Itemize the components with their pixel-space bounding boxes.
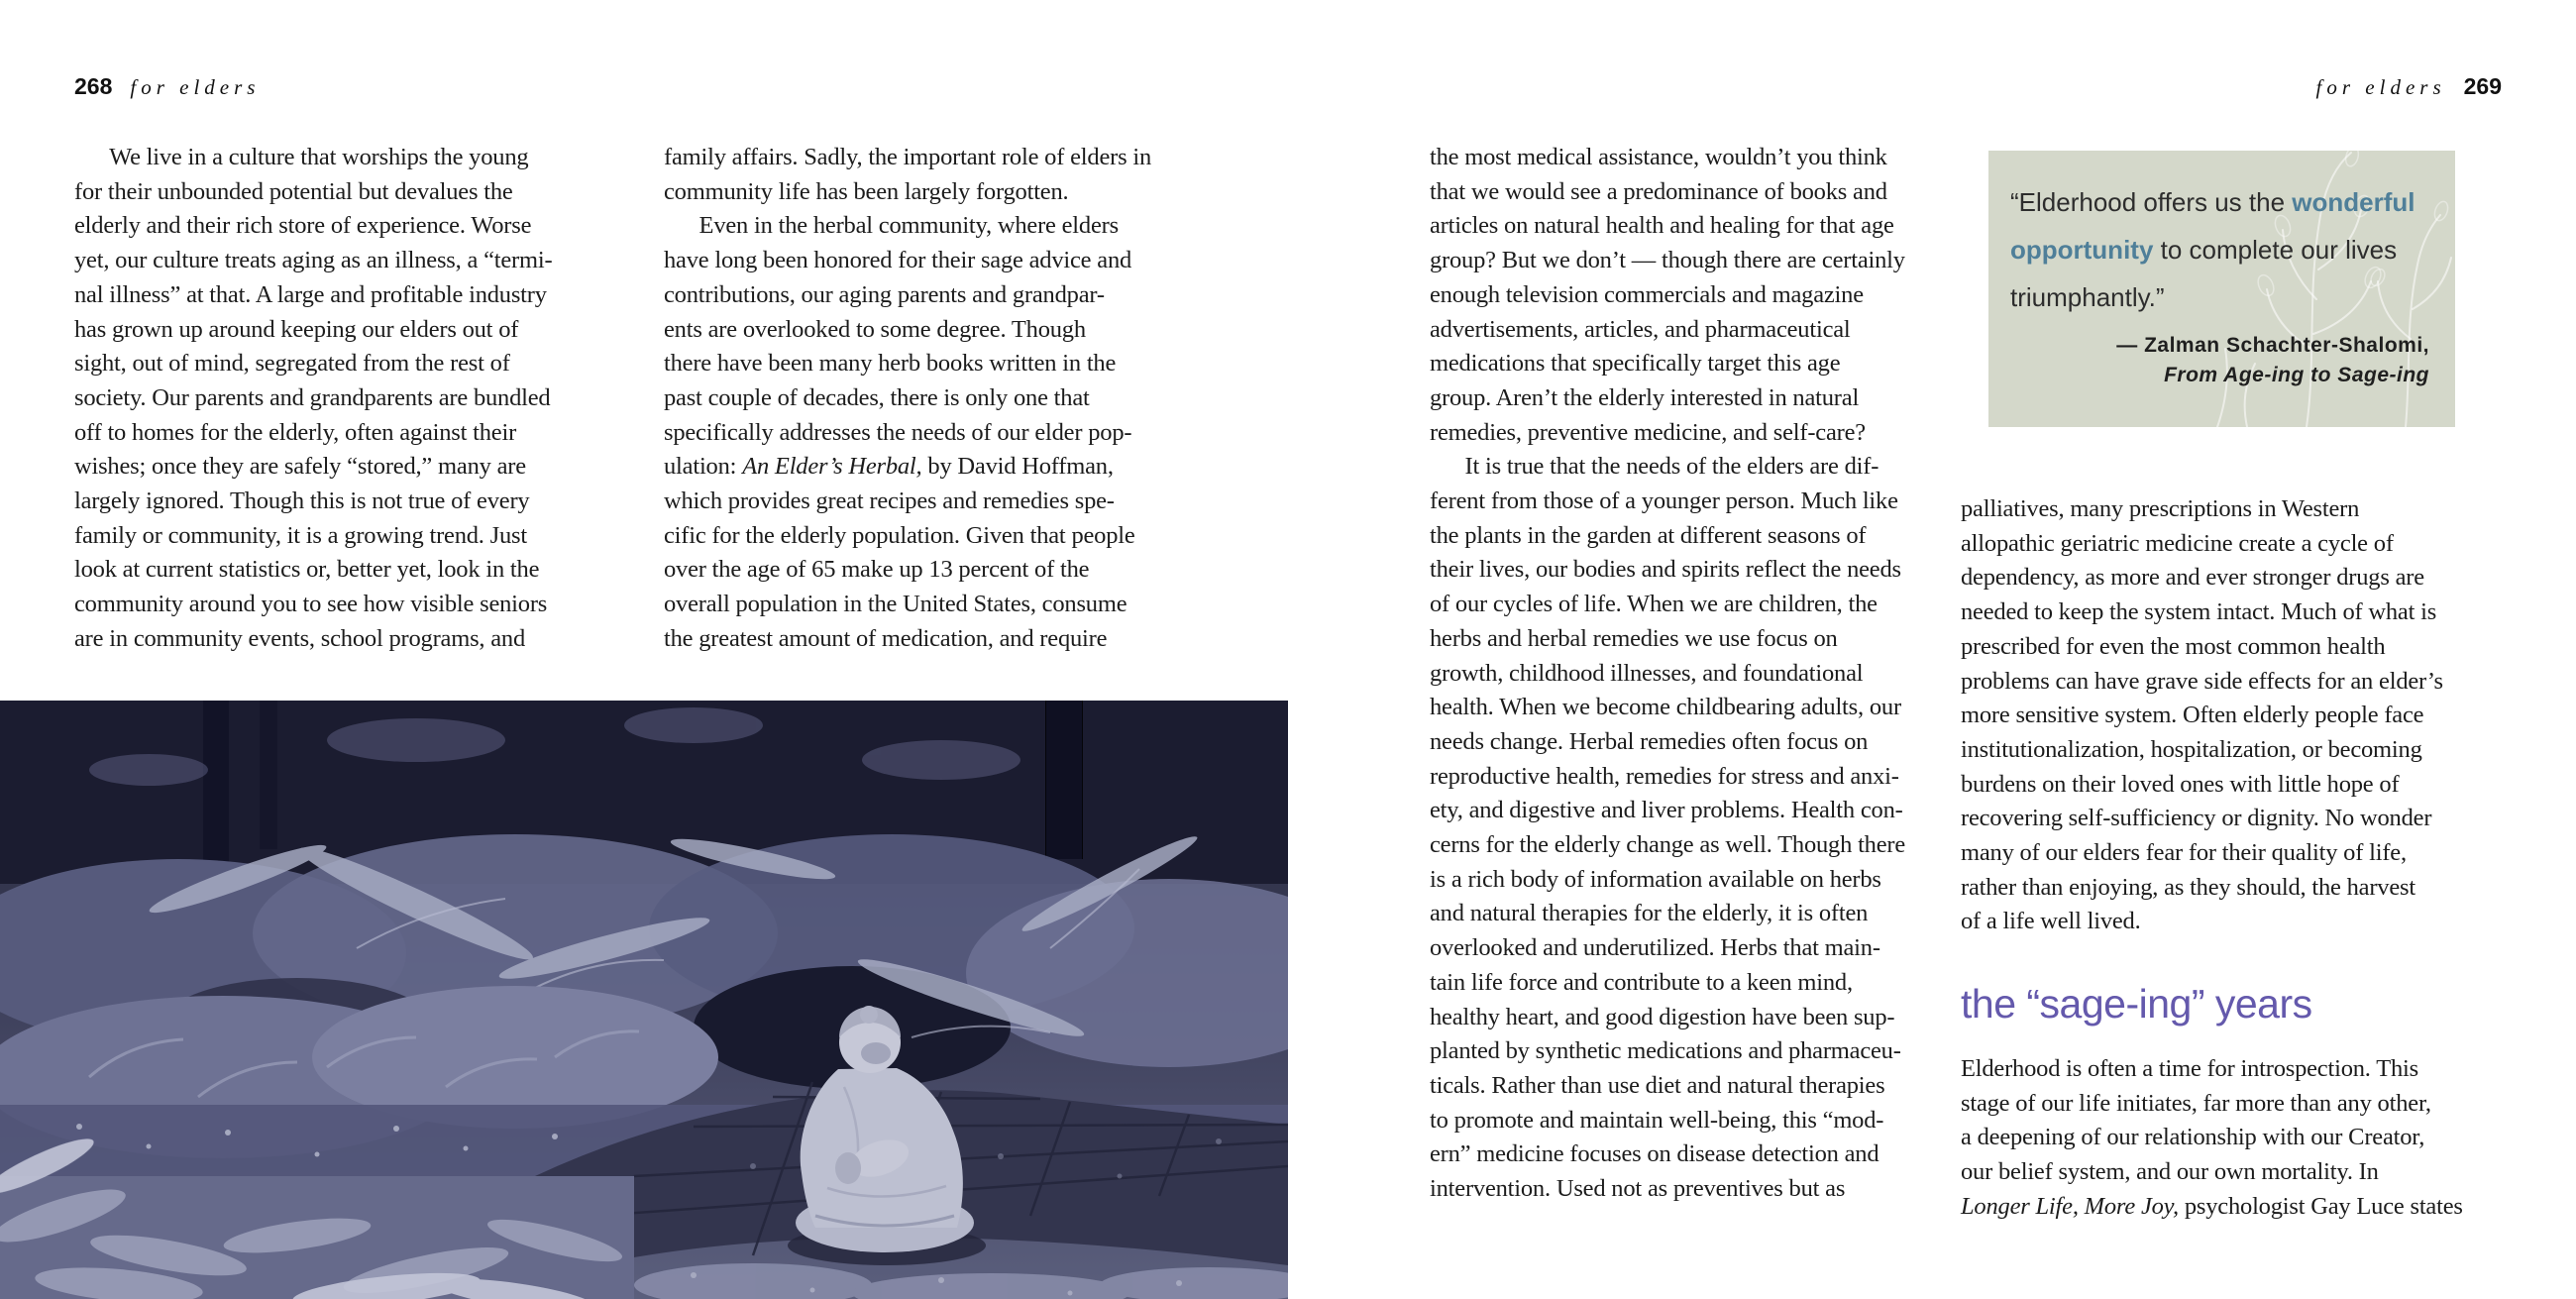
text-line: We live in a culture that worships the young — [74, 144, 529, 170]
text-line: palliatives, many prescriptions in Western — [1961, 495, 2360, 522]
text-line: a deepening of our relationship with our Creator, — [1961, 1124, 2425, 1151]
text-line: to promote and maintain well-being, this “mod- — [1430, 1106, 1884, 1134]
text-line: for their unbounded potential but devalues the — [74, 177, 513, 205]
text-line: wishes; once they are safely “stored,” many are — [74, 453, 526, 481]
pull-quote-text — [1988, 151, 2455, 321]
page-number-right: 269 — [2463, 73, 2502, 99]
text-line: planted by synthetic medications and pharmaceu- — [1430, 1037, 1901, 1065]
text-line: overlooked and underutilized. Herbs that main- — [1430, 934, 1880, 962]
text-line: community life has been largely forgotten. — [664, 177, 1069, 205]
text-line: problems can have grave side effects for an elder’s — [1961, 667, 2443, 695]
running-head-left — [74, 73, 260, 100]
text-line: institutionalization, hospitalization, or becoming — [1961, 735, 2422, 763]
text-line: medications that specifically target this age — [1430, 350, 1841, 378]
text-line: prescribed for even the most common health — [1961, 632, 2386, 660]
text-line: sight, out of mind, segregated from the rest of — [74, 350, 510, 378]
text-line: rather than enjoying, as they should, the harvest — [1961, 873, 2415, 901]
text-line: their lives, our bodies and spirits reflect the needs — [1430, 556, 1901, 584]
text-line: ticals. Rather than use diet and natural therapies — [1430, 1071, 1885, 1099]
text-line: health. When we become childbearing adults, our — [1430, 694, 1901, 721]
text-line: the most medical assistance, wouldn’t you think — [1430, 144, 1887, 170]
garden-buddha-photo — [0, 701, 1288, 1299]
text-line: stage of our life initiates, far more than any other, — [1961, 1089, 2431, 1117]
text-line: have long been honored for their sage advice and — [664, 247, 1132, 274]
text-line: over the age of 65 make up 13 percent of the — [664, 556, 1090, 584]
text-line: family affairs. Sadly, the important role of elders in — [664, 144, 1151, 170]
page-number-left: 268 — [74, 73, 113, 99]
text-line: advertisements, articles, and pharmaceutical — [1430, 315, 1851, 343]
text-line: there have been many herb books written in the — [664, 350, 1117, 378]
text-line: dependency, as more and ever stronger drugs are — [1961, 564, 2424, 592]
text-line: group. Aren’t the elderly interested in natural — [1430, 383, 1860, 411]
text-line: specifically addresses the needs of our elder pop- — [664, 418, 1132, 446]
text-line: overall population in the United States, consume — [664, 591, 1127, 618]
text-line: tain life force and contribute to a keen mind, — [1430, 968, 1853, 996]
text-line: family or community, it is a growing trend. Just — [74, 521, 527, 549]
text-line: cific for the elderly population. Given that people — [664, 521, 1135, 549]
text-line: reproductive health, remedies for stress and anxi- — [1430, 762, 1899, 790]
text-line: Elderhood is often a time for introspection. This — [1961, 1055, 2418, 1082]
section-paragraph — [1961, 1052, 2506, 1225]
text-line: the greatest amount of medication, and require — [664, 624, 1108, 652]
text-line: Even in the herbal community, where elders — [664, 212, 1119, 240]
text-line: contributions, our aging parents and grandpar- — [664, 280, 1105, 308]
text-line: elderly and their rich store of experience. Worse — [74, 212, 532, 240]
text-line: off to homes for the elderly, often against their — [74, 418, 517, 446]
text-line: “Elderhood offers us the wonderful — [2010, 187, 2415, 217]
text-line: needed to keep the system intact. Much of what is — [1961, 598, 2437, 626]
text-line: group? But we don’t — though there are certainly — [1430, 247, 1905, 274]
text-line: articles on natural health and healing for that age — [1430, 212, 1894, 240]
text-line: opportunity to complete our lives — [2010, 235, 2398, 265]
text-line: our belief system, and our own mortality. In — [1961, 1158, 2379, 1186]
running-head-title-right: for elders — [2315, 75, 2446, 99]
attribution-source: From Age-ing to Sage-ing — [2164, 364, 2429, 386]
attribution-name: — Zalman Schachter-Shalomi, — [2116, 334, 2429, 357]
text-line: Longer Life, More Joy, psychologist Gay Luce states — [1961, 1192, 2463, 1220]
text-line: intervention. Used not as preventives but as — [1430, 1175, 1846, 1203]
text-line: It is true that the needs of the elders are dif- — [1430, 453, 1879, 481]
text-line: the plants in the garden at different seasons of — [1430, 521, 1867, 549]
right-page-column-1 — [1430, 141, 1930, 1207]
text-line: allopathic geriatric medicine create a cycle of — [1961, 529, 2394, 557]
text-line: yet, our culture treats aging as an illness, a “termi- — [74, 247, 553, 274]
text-line: are in community events, school programs, and — [74, 624, 526, 652]
text-line: ents are overlooked to some degree. Though — [664, 315, 1086, 343]
text-line: and natural therapies for the elderly, it is often — [1430, 900, 1869, 927]
section-heading: the “sage-ing” years — [1961, 981, 2312, 1027]
text-line: healthy heart, and good digestion have been sup- — [1430, 1003, 1895, 1030]
text-line: cerns for the elderly change as well. Though there — [1430, 831, 1906, 859]
text-line: community around you to see how visible seniors — [74, 591, 548, 618]
pull-quote-box — [1988, 151, 2455, 427]
text-line: ulation: An Elder’s Herbal, by David Hoffman, — [664, 453, 1114, 481]
text-line: more sensitive system. Often elderly people face — [1961, 702, 2424, 729]
text-line: needs change. Herbal remedies often focus on — [1430, 727, 1869, 755]
text-line: enough television commercials and magazine — [1430, 280, 1864, 308]
text-line: of our cycles of life. When we are children, the — [1430, 591, 1878, 618]
text-line: ferent from those of a younger person. Much like — [1430, 487, 1898, 515]
text-line: burdens on their loved ones with little hope of — [1961, 770, 2400, 798]
left-page-column-1 — [74, 141, 629, 657]
text-line: is a rich body of information available on herbs — [1430, 865, 1881, 893]
text-line: look at current statistics or, better yet, look in the — [74, 556, 540, 584]
right-page-column-2 — [1961, 492, 2506, 939]
text-line: remedies, preventive medicine, and self-care? — [1430, 418, 1866, 446]
text-line: has grown up around keeping our elders out of — [74, 315, 519, 343]
text-line: past couple of decades, there is only one that — [664, 383, 1090, 411]
left-page-column-2 — [664, 141, 1219, 657]
text-line: largely ignored. Though this is not true of every — [74, 487, 530, 515]
pull-quote-attribution — [1988, 331, 2455, 390]
text-line: growth, childhood illnesses, and foundational — [1430, 659, 1864, 687]
text-line: society. Our parents and grandparents are bundled — [74, 383, 551, 411]
text-line: triumphantly.” — [2010, 282, 2165, 312]
text-line: ety, and digestive and liver problems. Health con- — [1430, 797, 1903, 824]
text-line: herbs and herbal remedies we use focus on — [1430, 624, 1838, 652]
text-line: recovering self-sufficiency or dignity. No wonder — [1961, 805, 2432, 832]
text-line: that we would see a predominance of books and — [1430, 177, 1887, 205]
text-line: of a life well lived. — [1961, 908, 2141, 935]
running-head-title-left: for elders — [130, 75, 261, 99]
text-line: many of our elders fear for their quality of life, — [1961, 839, 2407, 867]
running-head-right — [2316, 73, 2502, 100]
text-line: nal illness” at that. A large and profitable industry — [74, 280, 547, 308]
text-line: ern” medicine focuses on disease detection and — [1430, 1140, 1879, 1168]
text-line: which provides great recipes and remedies spe- — [664, 487, 1115, 515]
